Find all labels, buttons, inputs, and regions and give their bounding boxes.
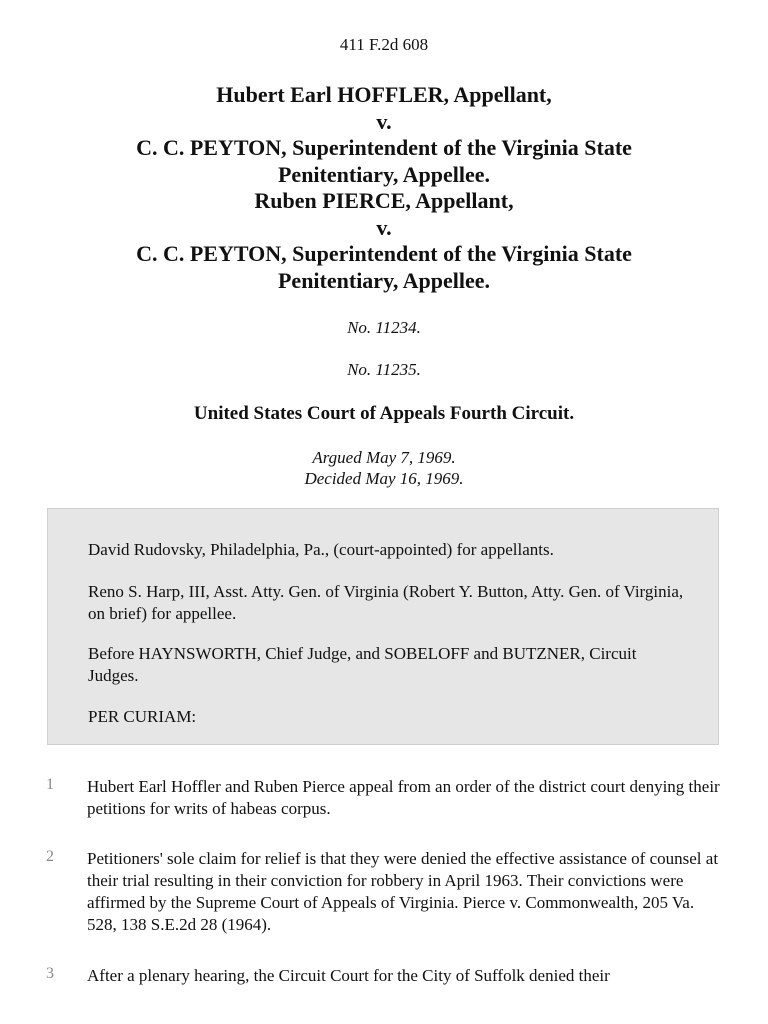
docket-number: No. 11235. <box>347 360 421 379</box>
title-line: v. <box>376 214 392 240</box>
title-line: C. C. PEYTON, Superintendent of the Virginia State <box>136 135 632 160</box>
title-line: v. <box>376 108 392 134</box>
docket-number: No. 11234. <box>347 318 421 337</box>
paragraph-text: Hubert Earl Hoffler and Ruben Pierce appeal from an order of the district court denying their petitions for writs of habeas corpus. <box>87 777 720 818</box>
paragraph-text: Petitioners' sole claim for relief is that they were denied the effective assistance of counsel at their trial resulting in their conviction for robbery in April 1963. Their convictions were affirmed by the Supreme Court of Appeals of Virginia. Pierce v. Commonwealth, 205 Va. 528, 138 S.E.2d 28 (1964). <box>87 849 719 934</box>
counsel-panel <box>47 508 719 745</box>
paragraph-number: 1 <box>46 776 54 793</box>
per-curiam-label: PER CURIAM: <box>88 707 197 726</box>
paragraph-text: After a plenary hearing, the Circuit Court for the City of Suffolk denied their <box>87 966 610 985</box>
title-line: Penitentiary, Appellee. <box>277 161 491 187</box>
paragraph-number: 3 <box>46 965 54 982</box>
court-name: United States Court of Appeals Fourth Circuit. <box>193 403 575 424</box>
counsel-appellee: Reno S. Harp, III, Asst. Atty. Gen. of Virginia (Robert Y. Button, Atty. Gen. of Virginia, on brief) for appellee. <box>88 582 684 623</box>
title-line: Hubert Earl HOFFLER, Appellant, <box>216 82 552 107</box>
paragraph-number: 2 <box>46 848 54 865</box>
counsel-appellants: David Rudovsky, Philadelphia, Pa., (court-appointed) for appellants. <box>88 540 554 559</box>
case-dates <box>0 447 768 489</box>
argued-date: Argued May 7, 1969. <box>312 448 456 467</box>
bench-panel: Before HAYNSWORTH, Chief Judge, and SOBELOFF and BUTZNER, Circuit Judges. <box>88 644 637 685</box>
case-title <box>0 82 768 294</box>
title-line: Ruben PIERCE, Appellant, <box>254 188 514 213</box>
title-line: Penitentiary, Appellee. <box>277 267 491 293</box>
title-line: C. C. PEYTON, Superintendent of the Virginia State <box>136 241 632 266</box>
case-citation: 411 F.2d 608 <box>339 35 429 54</box>
decided-date: Decided May 16, 1969. <box>304 469 464 488</box>
